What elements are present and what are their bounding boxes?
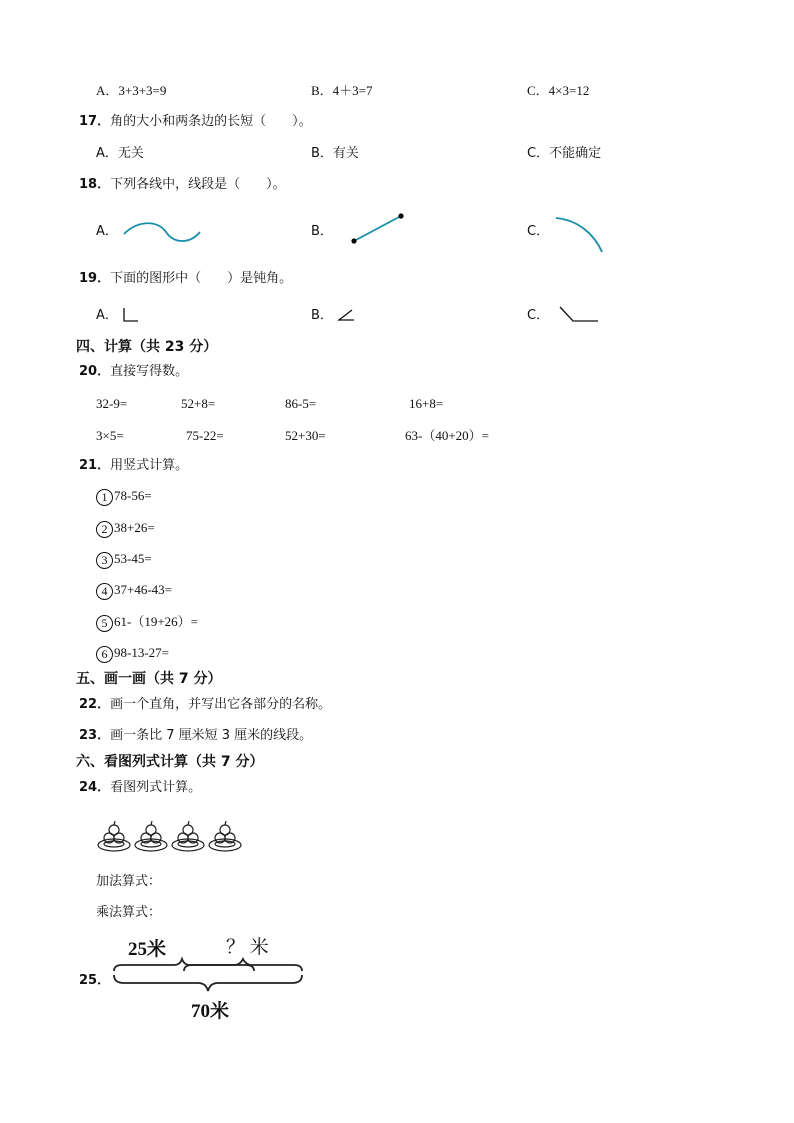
brace-right-label: ？ 米 xyxy=(226,937,269,958)
circled-number: 2 xyxy=(96,521,113,538)
question-22 xyxy=(79,696,331,714)
q19-option-b: B． xyxy=(311,308,333,323)
vertical-calc-item: 1 78-56= xyxy=(96,487,152,506)
q19-option-a: A． xyxy=(96,308,118,323)
question-text: 用竖式计算。 xyxy=(110,458,189,473)
q18-option-b: B． xyxy=(311,224,333,239)
obtuse-angle-icon xyxy=(556,302,602,326)
question-text: 直接写得数。 xyxy=(110,364,189,379)
vertical-calc-item: 5 61-（19+26）= xyxy=(96,613,198,632)
multiplication-formula-label: 乘法算式： xyxy=(96,905,162,920)
question-number: 20． xyxy=(79,364,111,379)
section-heading-6: 六、看图列式计算（共 7 分） xyxy=(76,754,264,770)
vertical-calc-item: 3 53-45= xyxy=(96,550,152,569)
calc-item: 86-5= xyxy=(285,396,317,411)
question-text: 下面的图形中（ ）是钝角。 xyxy=(110,271,293,286)
vertical-calc-item: 4 37+46-43= xyxy=(96,581,172,600)
vertical-calc-item: 6 98-13-27= xyxy=(96,644,169,663)
question-number: 18． xyxy=(79,177,111,192)
question-23 xyxy=(79,727,312,745)
right-angle-icon xyxy=(120,305,142,325)
brace-left-label: 25米 xyxy=(128,939,167,960)
acute-angle-icon xyxy=(336,305,358,325)
question-24 xyxy=(79,779,201,797)
calc-item: 63-（40+20）= xyxy=(405,428,489,443)
brace-diagram xyxy=(110,955,306,999)
brace-total-label: 70米 xyxy=(191,1001,230,1022)
q16-option-b: B．4＋3=7 xyxy=(311,83,373,98)
question-number: 22． xyxy=(79,697,111,712)
circled-number: 4 xyxy=(96,583,113,600)
line-segment-icon xyxy=(346,210,408,248)
question-text: 下列各线中，线段是（ ）。 xyxy=(110,177,286,192)
wavy-curve-icon xyxy=(120,216,204,246)
question-number: 24． xyxy=(79,780,111,795)
question-text: 看图列式计算。 xyxy=(110,780,202,795)
calc-item: 16+8= xyxy=(409,396,444,411)
circled-number: 5 xyxy=(96,615,113,632)
question-number: 17． xyxy=(79,114,111,129)
question-number: 23． xyxy=(79,728,111,743)
calc-item: 52+8= xyxy=(181,396,216,411)
vertical-calc-item: 2 38+26= xyxy=(96,519,155,538)
calc-item: 52+30= xyxy=(285,428,326,443)
q16-option-a: A．3+3+3=9 xyxy=(96,83,167,98)
q17-option-b: B．有关 xyxy=(311,146,359,161)
circled-number: 3 xyxy=(96,552,113,569)
q17-option-c: C．不能确定 xyxy=(527,146,602,161)
question-21 xyxy=(79,457,188,475)
question-17 xyxy=(79,113,312,131)
q16-option-c: C．4×3=12 xyxy=(527,83,590,98)
question-number: 19． xyxy=(79,271,111,286)
calc-item: 3×5= xyxy=(96,428,124,443)
arc-curve-icon xyxy=(552,212,608,258)
question-text: 画一个直角，并写出它各部分的名称。 xyxy=(110,697,332,712)
circled-number: 1 xyxy=(96,489,113,506)
q18-option-a: A． xyxy=(96,224,118,239)
question-number: 21． xyxy=(79,458,111,473)
q19-option-c: C． xyxy=(527,308,550,323)
question-18 xyxy=(79,176,286,194)
section-heading-5: 五、画一画（共 7 分） xyxy=(76,671,222,687)
addition-formula-label: 加法算式： xyxy=(96,874,162,889)
question-text: 角的大小和两条边的长短（ ）。 xyxy=(110,114,312,129)
fruit-plates-icon xyxy=(96,818,250,854)
q18-option-c: C． xyxy=(527,224,550,239)
question-19 xyxy=(79,270,292,288)
q17-option-a: A．无关 xyxy=(96,146,144,161)
section-heading-4: 四、计算（共 23 分） xyxy=(76,339,218,355)
question-text: 画一条比 7 厘米短 3 厘米的线段。 xyxy=(110,728,313,743)
calc-item: 75-22= xyxy=(186,428,224,443)
calc-item: 32-9= xyxy=(96,396,128,411)
question-20 xyxy=(79,363,188,381)
circled-number: 6 xyxy=(96,646,113,663)
question-number: 25． xyxy=(79,973,111,988)
